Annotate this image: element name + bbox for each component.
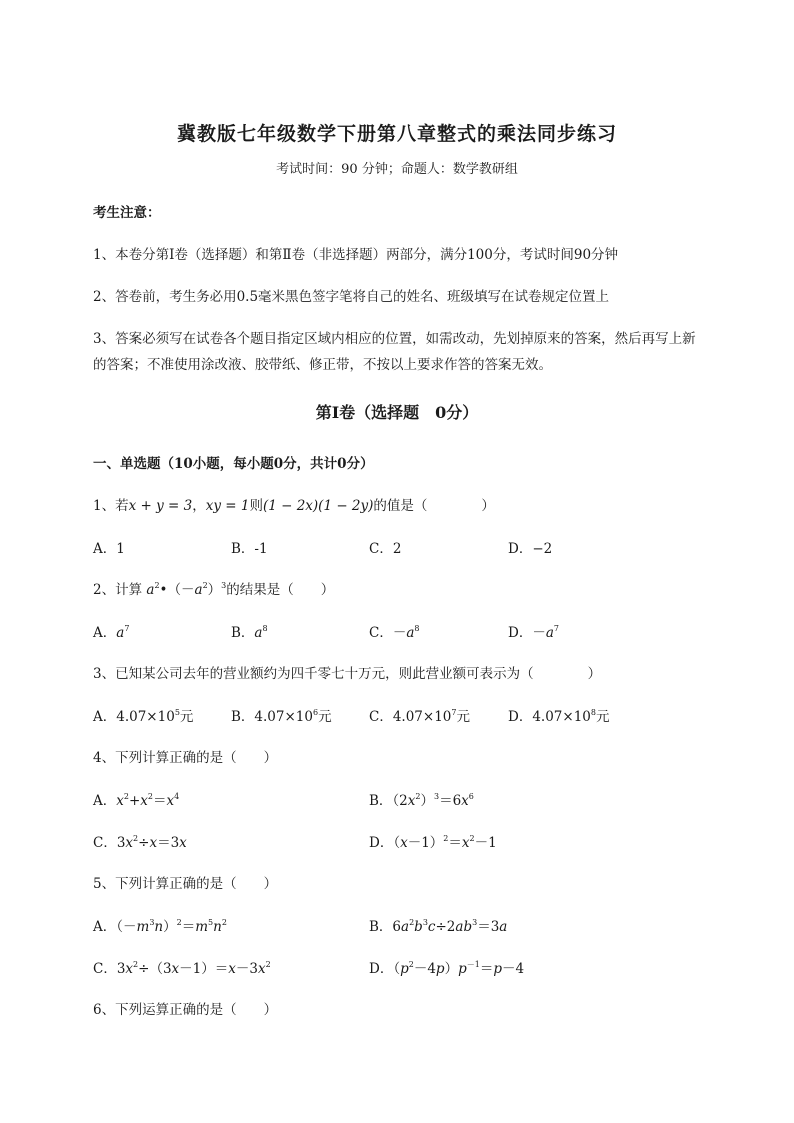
q2-option-d-base: a [545,625,554,641]
q5-b-var: b [463,919,473,935]
q5-d-paren: ） [444,961,459,977]
q5-a-exp: 3 [149,918,155,927]
part-heading: 一、单选题（10小题，每小题0分，共计0分） [93,456,374,472]
q4-d-tail: －1 [474,835,497,851]
q5-b-label: B．6 [369,919,402,935]
q2-option-a-base: a [116,625,125,641]
q3-option-c[interactable] [369,705,470,725]
q2-mid: •（－ [159,582,195,598]
q3-option-b-label: B．4.07×10 [231,709,313,725]
q5-c-exp: 2 [265,960,271,969]
q5-c-label: C．3 [93,961,126,977]
q5-d-var: p [458,961,467,977]
q2-option-a-label: A． [93,625,117,641]
q4-b-paren: ） [420,793,434,809]
page-title: 冀教版七年级数学下册第八章整式的乘法同步练习 [176,123,617,145]
q3-option-c-unit: 元 [456,709,470,725]
q4-d-eq: ＝ [448,835,462,851]
q4-c-eq: ＝3 [157,835,180,851]
q5-d-var: p [435,961,445,977]
q5-d-var: p [400,961,409,977]
q5-c-var: x [257,961,266,977]
q4-d-var: x [461,835,470,851]
q4-d-var: x [400,835,408,851]
q2-option-d-exp: 7 [553,624,559,633]
q3-option-c-label: C．4.07×10 [369,709,452,725]
q4-b-var: x [407,793,416,809]
q1-condition-1: x + y = 3 [128,498,193,514]
q2-option-d-label: D．－ [508,625,546,641]
q4-a-eq: ＝ [153,793,167,809]
q4-a-exp: 2 [147,792,153,801]
q5-option-c[interactable] [93,957,271,977]
q2-option-b-label: B． [231,625,255,641]
q5-b-exp: 2 [409,918,415,927]
q4-d-mid: －1） [407,835,444,851]
q5-b-var: b [414,919,423,935]
q5-a-var: n [213,919,222,935]
q1-condition-2: xy = 1 [205,498,250,514]
q5-c-exp: 2 [133,960,139,969]
q3-option-a[interactable] [93,705,193,725]
q2-option-c[interactable] [369,621,420,641]
q5-b-var: a [455,919,464,935]
q2-option-b-base: a [254,625,263,641]
q4-c-op: ÷ [138,835,150,851]
q2-exp-2: 2 [202,581,208,590]
q4-option-d[interactable] [369,831,497,851]
q2-paren: ） [207,582,222,598]
q4-c-var: x [125,835,134,851]
q1-option-b[interactable]: B．-1 [231,541,268,557]
q4-a-exp: 4 [174,792,180,801]
q5-c-op: －3 [235,961,258,977]
q4-b-exp: 2 [415,792,421,801]
q5-c-eq: －1）＝ [179,961,229,977]
q5-d-var: p [493,961,502,977]
q5-option-a[interactable] [93,915,227,935]
q2-base-a: a [146,582,155,598]
q5-b-exp: 3 [422,918,428,927]
q2-option-c-exp: 8 [414,624,420,633]
q5-a-paren: ） [163,919,177,935]
q4-c-var: x [149,835,158,851]
q5-b-var: a [401,919,410,935]
q5-a-label: A．（－ [93,919,137,935]
q1-then: 则 [249,498,263,514]
q4-c-var: x [179,835,187,851]
q2-option-a-exp: 7 [124,624,130,633]
q2-exp-3: 3 [221,581,227,590]
q5-option-d[interactable] [369,957,524,977]
q4-a-exp: 2 [123,792,129,801]
q5-option-b[interactable] [369,915,507,935]
q5-d-label: D．（ [369,961,401,977]
q5-a-exp: 5 [208,918,214,927]
question-4: 4、下列计算正确的是（ ） [93,750,278,766]
notice-heading: 考生注意： [93,205,161,221]
notice-item-3-cont: 的答案；不准使用涂改液、胶带纸、修正带，不按以上要求作答的答案无效。 [93,357,552,373]
q3-option-a-unit: 元 [179,709,194,725]
q5-a-var: m [136,919,150,935]
q2-base-b: a [194,582,203,598]
q5-a-exp: 2 [176,918,182,927]
exam-info: 考试时间：90 分钟；命题人：数学教研组 [276,162,518,177]
q1-tail: 的值是（ ） [373,498,495,514]
q2-end: 的结果是（ ） [226,582,335,598]
q5-d-op: －4 [413,961,436,977]
q5-b-exp: 3 [472,918,478,927]
q2-option-a[interactable] [93,621,129,641]
q3-option-d-exp: 8 [590,708,596,717]
q2-pre: 2、计算 [93,582,147,598]
q4-d-exp: 2 [443,834,449,843]
notice-item-2: 2、答卷前，考生务必用0.5毫米黑色签字笔将自己的姓名、班级填写在试卷规定位置上 [93,289,610,305]
q5-d-eq: ＝ [479,961,494,977]
q2-option-c-label: C．－ [369,625,407,641]
notice-item-3: 3、答案必须写在试卷各个题目指定区域内相应的位置，如需改动，先划掉原来的答案，然后再写上新 [93,331,696,347]
q2-option-d[interactable] [508,621,559,641]
q5-c-op: ÷（3 [138,961,172,977]
q3-option-a-label: A．4.07×10 [93,709,175,725]
q1-option-d[interactable]: D．−2 [508,541,553,557]
q2-option-b-exp: 8 [262,624,268,633]
q3-option-d-unit: 元 [595,709,610,725]
q5-a-exp: 2 [221,918,227,927]
q4-a-var: x [140,793,148,809]
q4-d-label: D．（ [369,835,401,851]
q3-option-a-exp: 5 [174,708,180,717]
q4-b-eq: ＝6 [439,793,462,809]
question-6: 6、下列运算正确的是（ ） [93,1002,278,1018]
q3-option-d[interactable] [508,705,609,725]
q4-c-exp: 2 [133,834,139,843]
q4-b-var: x [461,793,469,809]
q4-b-label: B．（2 [369,793,408,809]
q1-sep: ， [192,498,206,514]
q5-c-var: x [171,961,180,977]
q4-option-b[interactable] [369,789,474,809]
q1-number: 1、若 [93,498,129,514]
q5-c-var: x [125,961,134,977]
q4-d-exp: 2 [469,834,475,843]
question-5: 5、下列计算正确的是（ ） [93,876,278,892]
q3-option-d-label: D．4.07×10 [508,709,591,725]
q5-b-eq: ＝3 [477,919,500,935]
q5-a-var: m [195,919,209,935]
q4-option-c[interactable] [93,831,187,851]
q5-b-op: ÷2 [435,919,456,935]
q3-option-b-exp: 6 [312,708,319,717]
q4-option-a[interactable] [93,789,179,809]
q5-b-var: a [499,919,508,935]
q1-expression: (1 − 2x)(1 − 2y) [262,498,374,514]
question-3: 3、已知某公司去年的营业额约为四千零七十万元，则此营业额可表示为（ ） [93,666,602,682]
section-title: 第Ⅰ卷（选择题 0分） [315,403,479,422]
q5-d-exp: 2 [408,960,414,969]
q3-option-b[interactable] [231,705,332,725]
q4-a-var: x [166,793,175,809]
q4-b-exp: 3 [433,792,440,801]
question-1 [93,494,495,514]
q1-option-c[interactable]: C．2 [369,541,402,557]
q2-option-b[interactable] [231,621,268,641]
question-2 [93,578,334,598]
q3-option-c-exp: 7 [451,708,457,717]
q5-c-var: x [228,961,236,977]
q5-a-var: n [154,919,164,935]
q4-a-var: x [116,793,124,809]
q2-exp-1: 2 [154,581,160,590]
q3-option-b-unit: 元 [318,709,332,725]
q2-option-c-base: a [406,625,415,641]
q4-a-label: A． [93,793,117,809]
notice-item-1: 1、本卷分第Ⅰ卷（选择题）和第Ⅱ卷（非选择题）两部分，满分100分，考试时间90分钟 [93,247,619,263]
q4-b-exp: 6 [468,792,474,801]
q5-b-var: c [427,919,436,935]
q1-option-a[interactable]: A．1 [93,541,125,557]
q4-a-op: + [128,793,141,809]
q5-a-eq: ＝ [181,919,196,935]
q4-c-label: C．3 [93,835,126,851]
q5-d-tail: －4 [501,961,525,977]
q5-d-exp: －1 [466,960,480,969]
